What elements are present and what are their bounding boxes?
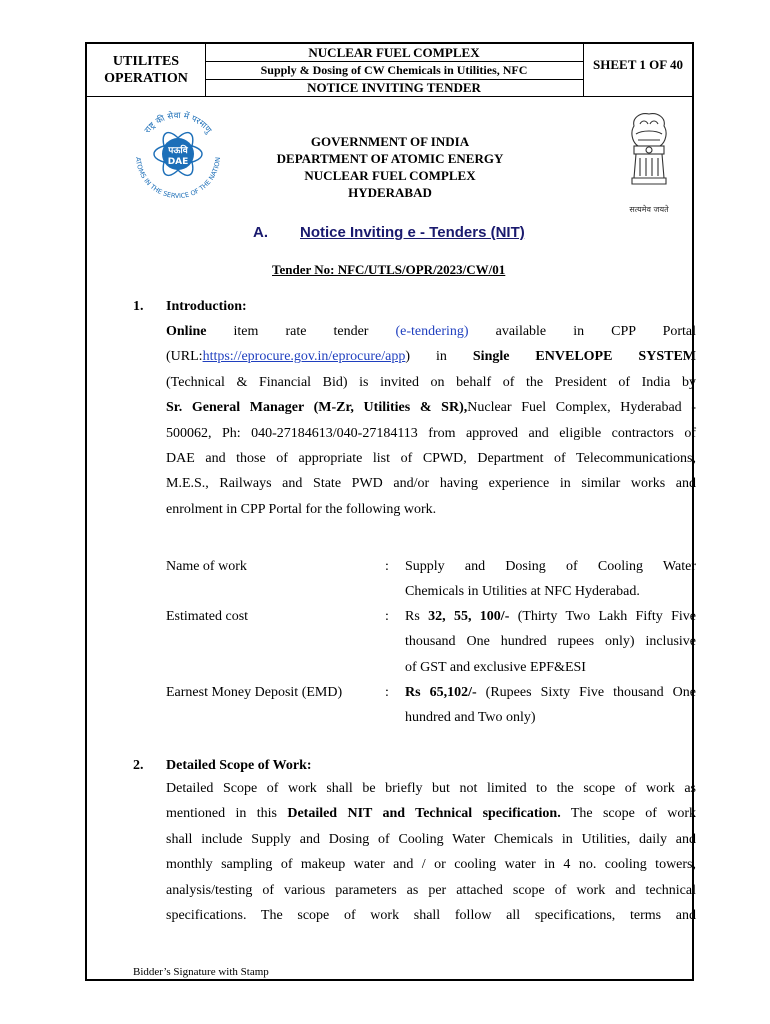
intro-line-7: M.E.S., Railways and State PWD and/or having experience in similar works and <box>166 476 696 492</box>
logo-hindi-abbr: पऊवि <box>168 146 188 156</box>
svg-text:राष्ट्र की सेवा में परमाणु <box>143 110 214 136</box>
scope-line-4: monthly sampling of makeup water and / or cooling water in 4 no. cooling towers, <box>166 857 696 873</box>
intro-line-1 <box>166 319 696 344</box>
sheet-number: SHEET 1 OF 40 <box>593 57 683 72</box>
gov-line3: NUCLEAR FUEL COMPLEX <box>304 168 476 183</box>
intro-l1b: available in CPP Portal <box>495 324 697 339</box>
intro-line-4 <box>166 395 696 420</box>
intro-line-8: enrolment in CPP Portal for the following work. <box>166 501 437 517</box>
work-value <box>405 554 696 605</box>
footer-signature: Bidder’s Signature with Stamp <box>133 966 269 978</box>
intro-line-3: (Technical & Financial Bid) is invited on behalf of the President of India by <box>166 374 696 390</box>
intro-l2-mid: ) in <box>405 349 447 365</box>
gov-line2: DEPARTMENT OF ATOMIC ENERGY <box>276 151 504 166</box>
intro-etender: (e-tendering) <box>395 324 469 339</box>
logo-abbr: DAE <box>167 157 189 167</box>
scope-l2-post: The scope of work <box>570 806 697 822</box>
logo-arc-text: राष्ट्र की सेवा में परमाणु <box>142 110 214 136</box>
emd-value-1 <box>405 680 696 705</box>
intro-online: Online <box>166 324 207 339</box>
header-department <box>87 44 206 96</box>
header-table <box>87 44 692 97</box>
work-label: Name of work <box>166 559 247 574</box>
cost-value-1 <box>405 604 696 629</box>
intro-line-2 <box>166 344 696 369</box>
scope-line-2 <box>166 801 696 826</box>
work-value-1: Supply and Dosing of Cooling Water <box>405 559 696 574</box>
header-subject: Supply & Dosing of CW Chemicals in Utilities, NFC <box>205 62 583 80</box>
national-emblem <box>614 108 684 216</box>
cost-amount: 32, 55, 100/- <box>428 609 510 624</box>
scope-line-5: analysis/testing of various parameters as per attached scope of work and technical <box>166 882 696 898</box>
cpp-portal-link[interactable]: https://eprocure.gov.in/eprocure/app <box>202 349 406 365</box>
emd-colon: : <box>385 685 389 700</box>
intro-single-envelope: Single ENVELOPE SYSTEM <box>472 349 696 365</box>
cost-value-2: thousand One hundred rupees only) inclusive <box>405 634 696 650</box>
logo-motto: ATOMS IN THE SERVICE OF THE NATION <box>133 156 223 201</box>
cost-words-1: (Thirty Two Lakh Fifty Five <box>517 609 697 624</box>
scope-line-6: specifications. The scope of work shall follow all specifications, terms and <box>166 908 696 924</box>
intro-line-5: 500062, Ph: 040-27184613/040-27184113 from approved and eligible contractors of <box>166 425 696 441</box>
tender-number: Tender No: NFC/UTLS/OPR/2023/CW/01 <box>272 262 506 277</box>
work-colon: : <box>385 559 389 574</box>
gov-line4: HYDERABAD <box>348 185 432 200</box>
cost-label: Estimated cost <box>166 609 249 624</box>
cost-value <box>405 604 696 680</box>
scope-l2-pre: mentioned in this <box>166 806 277 822</box>
scope-number: 2. <box>133 758 144 773</box>
emd-words-1: (Rupees Sixty Five thousand One <box>485 685 696 700</box>
header-sheet <box>584 44 692 96</box>
intro-paragraph <box>166 319 696 522</box>
intro-l4-rest: Nuclear Fuel Complex, Hyderabad - <box>467 400 696 416</box>
intro-l2-pre: (URL: <box>166 349 203 365</box>
scope-paragraph <box>166 776 696 928</box>
emblem-motto: सत्यमेव जयते <box>629 205 669 214</box>
header-doc-type: NOTICE INVITING TENDER <box>307 80 481 95</box>
header-org: NUCLEAR FUEL COMPLEX <box>205 44 583 62</box>
gov-line1: GOVERNMENT OF INDIA <box>310 134 470 149</box>
cost-value-3: of GST and exclusive EPF&ESI <box>405 659 586 675</box>
scope-heading: Detailed Scope of Work: <box>166 758 312 773</box>
work-value-2: Chemicals in Utilities at NFC Hyderabad. <box>405 584 640 600</box>
intro-number: 1. <box>133 299 144 314</box>
dae-logo <box>128 104 228 204</box>
government-block <box>260 133 520 201</box>
intro-line-6: DAE and those of appropriate list of CPWD, Department of Telecommunications, <box>166 451 696 467</box>
emd-amount: Rs 65,102/- <box>405 685 477 700</box>
header-title-block <box>205 44 584 96</box>
cost-prefix: Rs <box>405 609 420 624</box>
emd-label: Earnest Money Deposit (EMD) <box>166 685 343 700</box>
cost-colon: : <box>385 609 389 624</box>
emd-value <box>405 680 696 731</box>
intro-authority: Sr. General Manager (M-Zr, Utilities & SR), <box>166 400 468 416</box>
intro-heading: Introduction: <box>166 299 247 314</box>
scope-l2-bold: Detailed NIT and Technical specification. <box>287 806 561 822</box>
emd-value-2: hundred and Two only) <box>405 710 536 726</box>
header-left-line2: OPERATION <box>104 71 188 86</box>
scope-line-1: Detailed Scope of work shall be briefly but not limited to the scope of work as <box>166 781 696 796</box>
scope-line-3: shall include Supply and Dosing of Cooling Water Chemicals in Utilities, daily and <box>166 831 696 847</box>
section-a-label: A. <box>253 224 268 241</box>
intro-l1a: item rate tender <box>233 324 369 339</box>
section-a-title: Notice Inviting e - Tenders (NIT) <box>300 224 525 241</box>
header-left-line1: UTILITES <box>112 54 180 69</box>
